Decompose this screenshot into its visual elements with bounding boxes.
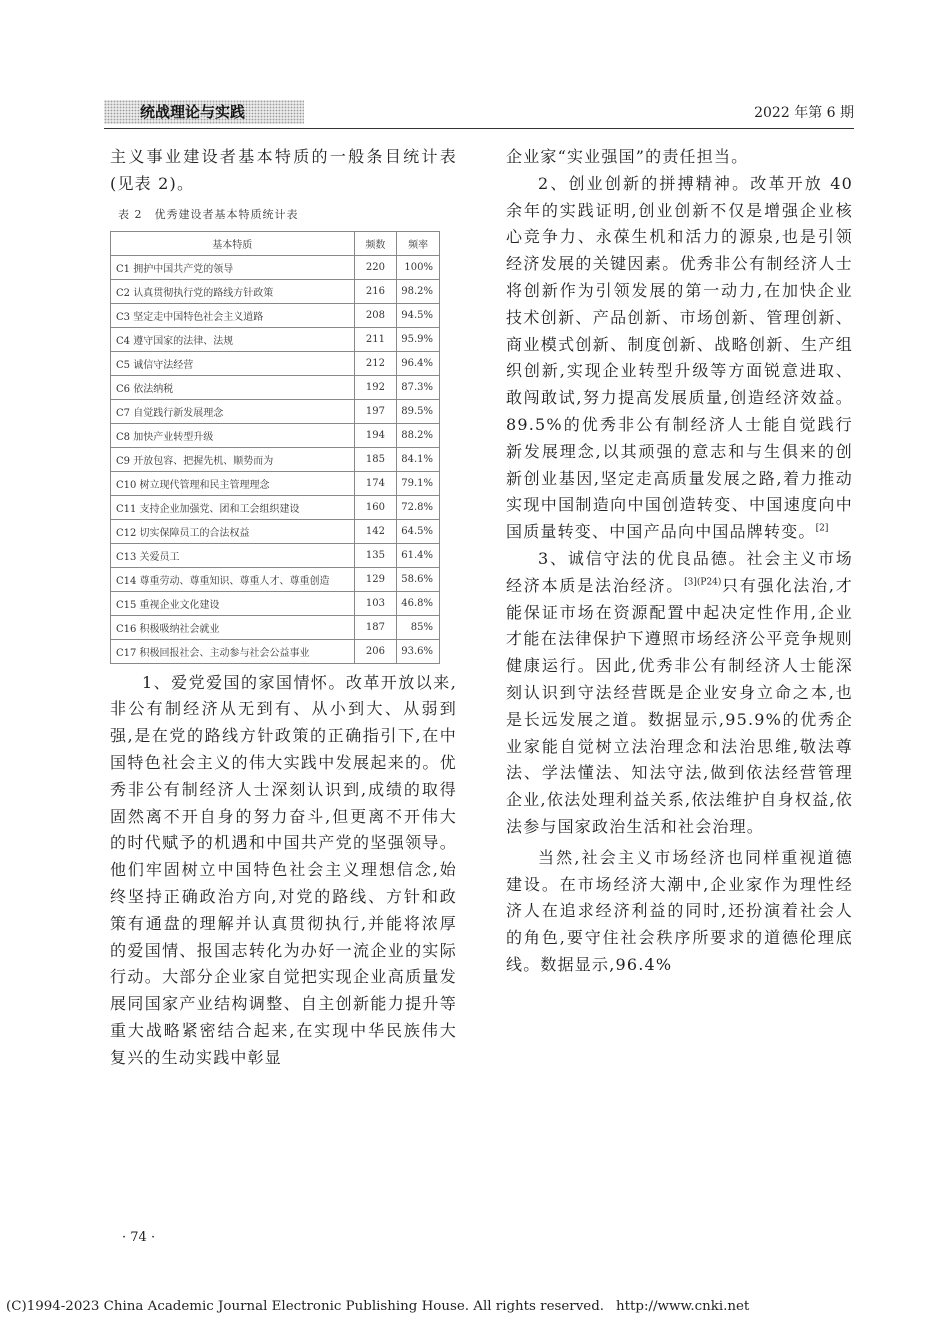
paragraph-1: 1、爱党爱国的家国情怀。改革开放以来,非公有制经济从无到有、从小到大、从弱到强,是在党的路线方针政策的正确指引下,在中国特色社会主义的伟大实践中发展起来的。优秀非公有制经济人士深刻认识到,成绩的取得固然离不开自身的努力奋斗,但更离不开伟大的时代赋予的机遇和中国共产党的坚强领导。他们牢固树立中国特色社会主义理想信念,始终坚持正确政治方向,对党的路线、方针和政策有通盘的理解并认真贯彻执行,并能将浓厚的爱国情、报国志转化为办好一流企业的实际行动。大部分企业家自觉把实现企业高质量发展同国家产业结构调整、自主创新能力提升等重大战略紧密结合起来,在实现中华民族伟大复兴的生动实践中彰显 <box>110 672 457 1067</box>
header-rule <box>104 128 854 129</box>
copyright-line <box>6 1299 749 1314</box>
table-body <box>111 255 440 663</box>
table-row <box>111 351 440 375</box>
paragraph-4: 当然,社会主义市场经济也同样重视道德建设。在市场经济大潮中,企业家作为理性经济人在追求经济利益的同时,还扮演着社会人的角色,要守住社会秩序所要求的道德伦理底线。数据显示,96.4% <box>506 847 853 974</box>
citation-2: [2] <box>815 523 829 534</box>
journal-name: 统战理论与实践 <box>104 100 304 124</box>
cell-feature: C10 树立现代管理和民主管理理念 <box>111 471 355 495</box>
table-row <box>111 399 440 423</box>
right-column <box>506 144 853 979</box>
table-header-row <box>111 231 440 255</box>
table-row <box>111 375 440 399</box>
cell-frequency: 194 <box>354 423 397 447</box>
table-row <box>111 255 440 279</box>
citation-3: [3](P24) <box>684 577 722 588</box>
paragraph-3-text-b: 只有强化法治,才能保证市场在资源配置中起决定性作用,企业才能在法律保护下遵照市场经济公平竞争规则健康运行。因此,优秀非公有制经济人士能深刻认识到守法经营既是企业安身立命之本,也是长远发展之道。数据显示,95.9%的优秀企业家能自觉树立法治理念和法治思维,敬法尊法、学法懂法、知法守法,做到依法经营管理企业,依法处理利益关系,依法维护自身权益,依法参与国家政治生活和社会治理。 <box>506 575 853 836</box>
paragraph-2-text: 2、创业创新的拼搏精神。改革开放 40 余年的实践证明,创业创新不仅是增强企业核心竞争力、永葆生机和活力的源泉,也是引领经济发展的关键因素。优秀非公有制经济人士将创新作为引领发展的第一动力,在加快企业技术创新、产品创新、市场创新、管理创新、商业模式创新、制度创新、战略创新、生产组织创新,实现企业转型升级等方面锐意进取、敢闯敢试,努力提高发展质量,创造经济效益。89.5%的优秀非公有制经济人士能自觉践行新发展理念,以其顽强的意志和与生俱来的创新创业基因,坚定走高质量发展之路,着力推动实现中国制造向中国创造转变、中国速度向中国质量转变、中国产品向中国品牌转变。 <box>506 173 853 542</box>
header-feature: 基本特质 <box>111 231 355 255</box>
table-row <box>111 591 440 615</box>
cell-feature: C1 拥护中国共产党的领导 <box>111 255 355 279</box>
cell-rate: 87.3% <box>397 375 440 399</box>
cell-rate: 95.9% <box>397 327 440 351</box>
cell-frequency: 192 <box>354 375 397 399</box>
cell-frequency: 211 <box>354 327 397 351</box>
cell-rate: 64.5% <box>397 519 440 543</box>
table-row <box>111 303 440 327</box>
cell-rate: 58.6% <box>397 567 440 591</box>
cell-rate: 88.2% <box>397 423 440 447</box>
table-row <box>111 639 440 663</box>
copyright-text: (C)1994-2023 China Academic Journal Electronic Publishing House. All rights reserved. <box>6 1299 605 1314</box>
left-column <box>110 144 457 1072</box>
cell-frequency: 206 <box>354 639 397 663</box>
table-row <box>111 423 440 447</box>
cell-rate: 98.2% <box>397 279 440 303</box>
cell-rate: 46.8% <box>397 591 440 615</box>
cell-rate: 96.4% <box>397 351 440 375</box>
running-header <box>104 100 854 126</box>
header-frequency: 频数 <box>354 231 397 255</box>
cell-frequency: 212 <box>354 351 397 375</box>
table-caption: 表 2 优秀建设者基本特质统计表 <box>118 207 299 221</box>
table-row <box>111 447 440 471</box>
table-row <box>111 567 440 591</box>
cell-feature: C17 积极回报社会、主动参与社会公益事业 <box>111 639 355 663</box>
cell-frequency: 216 <box>354 279 397 303</box>
cell-feature: C2 认真贯彻执行党的路线方针政策 <box>111 279 355 303</box>
cell-frequency: 220 <box>354 255 397 279</box>
issue-number: 2022 年第 6 期 <box>754 105 854 121</box>
cell-rate: 93.6% <box>397 639 440 663</box>
cell-frequency: 160 <box>354 495 397 519</box>
cell-feature: C3 坚定走中国特色社会主义道路 <box>111 303 355 327</box>
cell-feature: C4 遵守国家的法律、法规 <box>111 327 355 351</box>
cell-rate: 61.4% <box>397 543 440 567</box>
page-number: · 74 · <box>122 1230 156 1245</box>
cell-frequency: 185 <box>354 447 397 471</box>
cell-rate: 100% <box>397 255 440 279</box>
cell-frequency: 174 <box>354 471 397 495</box>
cell-feature: C9 开放包容、把握先机、顺势而为 <box>111 447 355 471</box>
table-row <box>111 495 440 519</box>
cell-feature: C8 加快产业转型升级 <box>111 423 355 447</box>
cell-feature: C12 切实保障员工的合法权益 <box>111 519 355 543</box>
cell-rate: 72.8% <box>397 495 440 519</box>
paragraph-2 <box>506 171 853 546</box>
cell-feature: C16 积极吸纳社会就业 <box>111 615 355 639</box>
characteristics-table <box>110 231 440 664</box>
cell-frequency: 142 <box>354 519 397 543</box>
cell-frequency: 135 <box>354 543 397 567</box>
continued-paragraph: 企业家“实业强国”的责任担当。 <box>506 147 749 166</box>
cell-feature: C11 支持企业加强党、团和工会组织建设 <box>111 495 355 519</box>
cell-frequency: 187 <box>354 615 397 639</box>
website-link[interactable]: http://www.cnki.net <box>616 1299 750 1314</box>
table-row <box>111 543 440 567</box>
cell-rate: 94.5% <box>397 303 440 327</box>
cell-feature: C6 依法纳税 <box>111 375 355 399</box>
intro-paragraph: 主义事业建设者基本特质的一般条目统计表(见表 2)。 <box>110 147 457 193</box>
cell-frequency: 103 <box>354 591 397 615</box>
cell-rate: 79.1% <box>397 471 440 495</box>
table-row <box>111 519 440 543</box>
header-rate: 频率 <box>397 231 440 255</box>
paragraph-3 <box>506 546 853 841</box>
cell-feature: C14 尊重劳动、尊重知识、尊重人才、尊重创造 <box>111 567 355 591</box>
cell-frequency: 208 <box>354 303 397 327</box>
cell-frequency: 129 <box>354 567 397 591</box>
cell-feature: C13 关爱员工 <box>111 543 355 567</box>
cell-rate: 89.5% <box>397 399 440 423</box>
cell-rate: 85% <box>397 615 440 639</box>
cell-feature: C15 重视企业文化建设 <box>111 591 355 615</box>
paragraph-3-text-a: 3、诚信守法的优良品德。社会主义市场经济本质是法治经济。 <box>506 548 853 595</box>
cell-rate: 84.1% <box>397 447 440 471</box>
cell-feature: C7 自觉践行新发展理念 <box>111 399 355 423</box>
table-row <box>111 615 440 639</box>
table-row <box>111 279 440 303</box>
table-row <box>111 471 440 495</box>
cell-frequency: 197 <box>354 399 397 423</box>
cell-feature: C5 诚信守法经营 <box>111 351 355 375</box>
table-row <box>111 327 440 351</box>
